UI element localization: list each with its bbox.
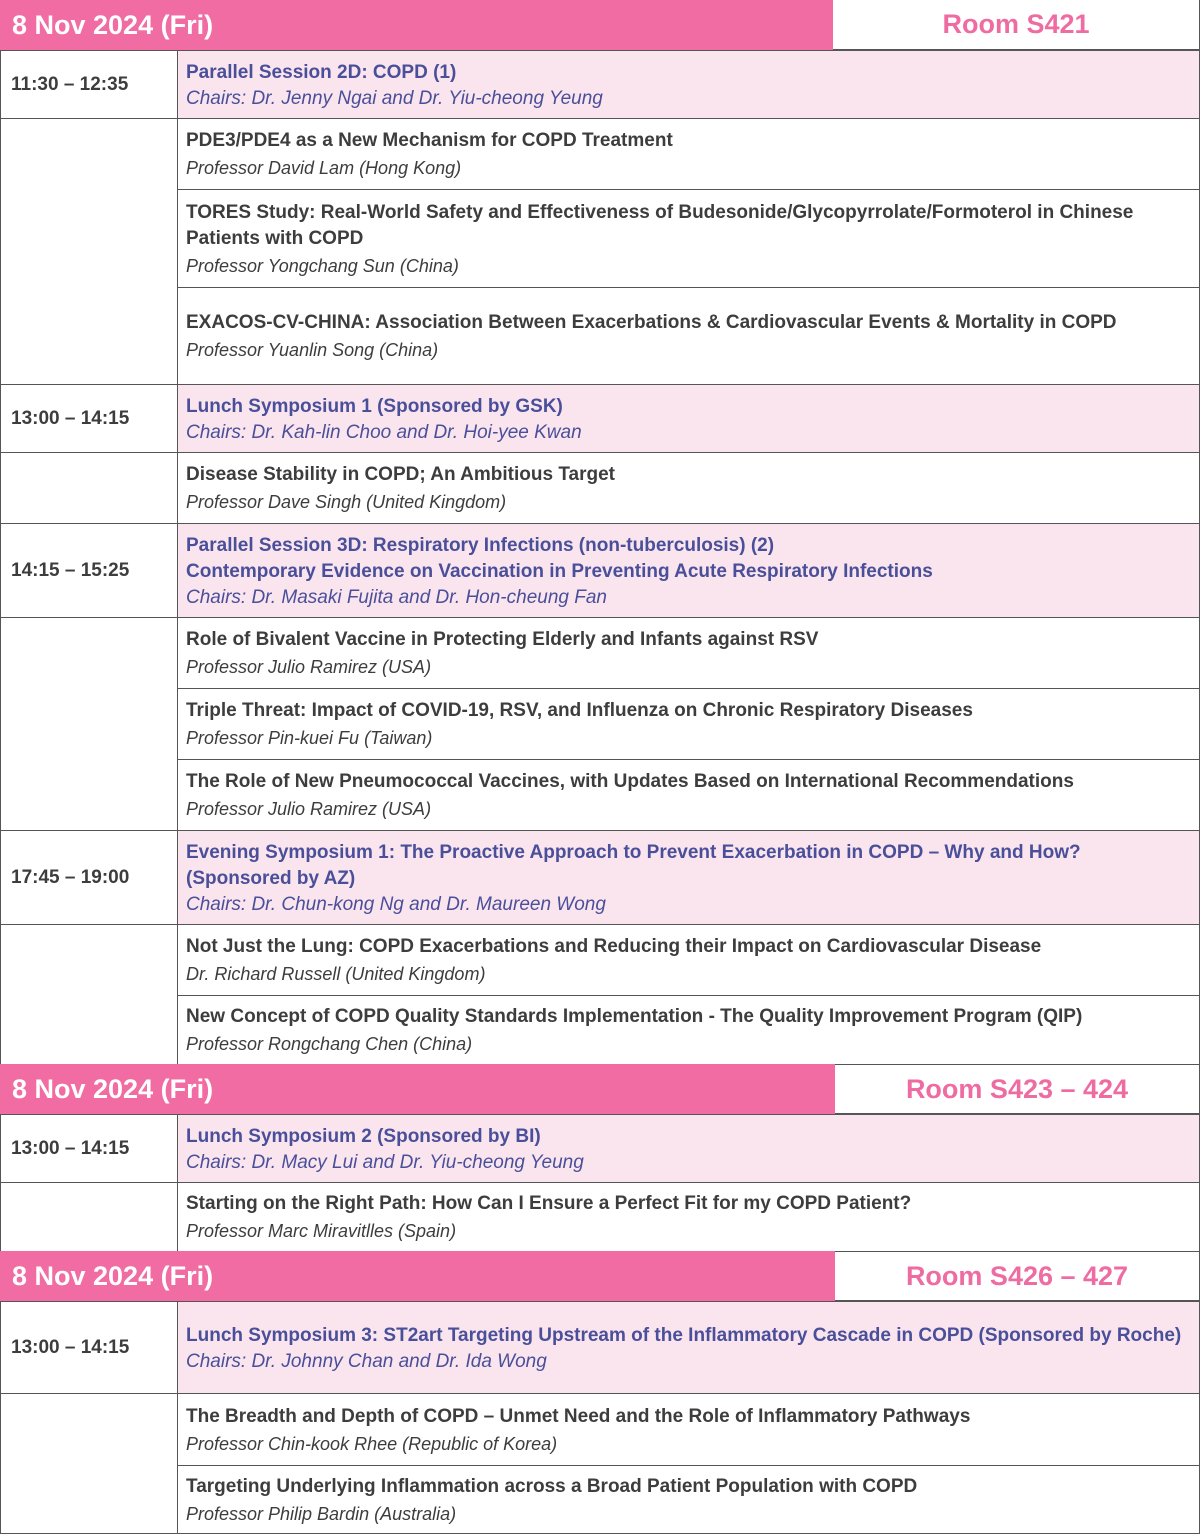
talk-row <box>1 1183 1200 1252</box>
talk-item <box>178 1183 1200 1252</box>
day-header <box>0 1064 1200 1114</box>
time-blank <box>1 1183 178 1252</box>
talk-title: Not Just the Lung: COPD Exacerbations and Reducing their Impact on Cardiovascular Disease <box>186 936 1042 957</box>
session-chairs: Chairs: Dr. Johnny Chan and Dr. Ida Wong <box>186 1350 547 1372</box>
talk-item <box>178 453 1200 524</box>
session-time: 14:15 – 15:25 <box>1 524 178 618</box>
room-label: Room S426 – 427 <box>835 1251 1200 1301</box>
session-row <box>1 51 1200 119</box>
session-title: Lunch Symposium 1 (Sponsored by GSK) <box>186 395 563 417</box>
talk-speaker: Professor Rongchang Chen (China) <box>186 1034 473 1054</box>
session-chairs: Chairs: Dr. Macy Lui and Dr. Yiu-cheong Yeung <box>186 1151 584 1173</box>
talk-item <box>178 618 1200 689</box>
session-title: Parallel Session 2D: COPD (1) <box>186 61 457 83</box>
schedule-table <box>0 50 1200 1065</box>
session-row <box>1 831 1200 925</box>
session-time: 13:00 – 14:15 <box>1 385 178 453</box>
talk-speaker: Professor Dave Singh (United Kingdom) <box>186 492 507 512</box>
talk-row <box>1 1466 1200 1534</box>
session-chairs: Chairs: Dr. Chun-kong Ng and Dr. Maureen Wong <box>186 893 606 915</box>
talk-item <box>178 925 1200 996</box>
day-header <box>0 1251 1200 1301</box>
talk-row <box>1 453 1200 524</box>
talk-speaker: Dr. Richard Russell (United Kingdom) <box>186 964 486 984</box>
talk-item <box>178 288 1200 385</box>
talk-row <box>1 1394 1200 1466</box>
talk-row <box>1 996 1200 1065</box>
session-row <box>1 524 1200 618</box>
talk-title: Disease Stability in COPD; An Ambitious Target <box>186 464 615 485</box>
time-blank <box>1 453 178 524</box>
session-time: 13:00 – 14:15 <box>1 1115 178 1183</box>
talk-row <box>1 119 1200 190</box>
time-blank <box>1 925 178 1065</box>
talk-title: Triple Threat: Impact of COVID-19, RSV, and Influenza on Chronic Respiratory Diseases <box>186 700 973 721</box>
talk-row <box>1 925 1200 996</box>
session-title: Parallel Session 3D: Respiratory Infections (non-tuberculosis) (2) <box>186 534 775 556</box>
talk-title: Targeting Underlying Inflammation across a Broad Patient Population with COPD <box>186 1475 918 1497</box>
talk-row <box>1 689 1200 760</box>
session-chairs: Chairs: Dr. Masaki Fujita and Dr. Hon-cheung Fan <box>186 586 607 608</box>
time-blank <box>1 1394 178 1534</box>
session-header <box>178 1302 1200 1394</box>
session-row <box>1 1115 1200 1183</box>
session-time: 13:00 – 14:15 <box>1 1302 178 1394</box>
day-date: 8 Nov 2024 (Fri) <box>0 0 833 50</box>
talk-item <box>178 760 1200 831</box>
day-date: 8 Nov 2024 (Fri) <box>0 1251 835 1301</box>
day-header <box>0 0 1200 50</box>
session-header <box>178 524 1200 618</box>
talk-item <box>178 689 1200 760</box>
session-chairs: Chairs: Dr. Kah-lin Choo and Dr. Hoi-yee Kwan <box>186 421 582 443</box>
room-label: Room S421 <box>833 0 1200 50</box>
talk-speaker: Professor Chin-kook Rhee (Republic of Korea) <box>186 1433 558 1454</box>
talk-speaker: Professor Marc Miravitlles (Spain) <box>186 1221 457 1241</box>
talk-speaker: Professor Julio Ramirez (USA) <box>186 657 432 677</box>
room-label: Room S423 – 424 <box>835 1064 1200 1114</box>
talk-title: The Role of New Pneumococcal Vaccines, with Updates Based on International Recommendations <box>186 771 1074 792</box>
time-blank <box>1 119 178 385</box>
talk-row <box>1 190 1200 288</box>
session-row <box>1 385 1200 453</box>
talk-title: Starting on the Right Path: How Can I Ensure a Perfect Fit for my COPD Patient? <box>186 1193 912 1214</box>
session-header <box>178 385 1200 453</box>
talk-speaker: Professor Philip Bardin (Australia) <box>186 1503 457 1524</box>
talk-row <box>1 618 1200 689</box>
session-time: 17:45 – 19:00 <box>1 831 178 925</box>
session-title: Lunch Symposium 2 (Sponsored by BI) <box>186 1125 541 1147</box>
talk-item <box>178 119 1200 190</box>
session-title: Lunch Symposium 3: ST2art Targeting Upstream of the Inflammatory Cascade in COPD (Sponsored by Roche) <box>186 1324 1182 1346</box>
session-row <box>1 1302 1200 1394</box>
talk-item <box>178 190 1200 288</box>
talk-item <box>178 996 1200 1065</box>
talk-title: Role of Bivalent Vaccine in Protecting Elderly and Infants against RSV <box>186 629 819 650</box>
talk-speaker: Professor Yuanlin Song (China) <box>186 340 439 360</box>
talk-item <box>178 1394 1200 1466</box>
schedule-table <box>0 1301 1200 1534</box>
session-chairs: Chairs: Dr. Jenny Ngai and Dr. Yiu-cheong Yeung <box>186 87 603 109</box>
time-blank <box>1 618 178 831</box>
schedule-table <box>0 1114 1200 1252</box>
session-header <box>178 831 1200 925</box>
talk-speaker: Professor Pin-kuei Fu (Taiwan) <box>186 728 433 748</box>
session-title: Evening Symposium 1: The Proactive Approach to Prevent Exacerbation in COPD – Why and How? (Sponsored by AZ) <box>186 841 1081 889</box>
talk-title: PDE3/PDE4 as a New Mechanism for COPD Treatment <box>186 130 673 151</box>
session-time: 11:30 – 12:35 <box>1 51 178 119</box>
talk-speaker: Professor David Lam (Hong Kong) <box>186 158 462 178</box>
session-subtitle: Contemporary Evidence on Vaccination in Preventing Acute Respiratory Infections <box>186 560 933 582</box>
talk-row <box>1 288 1200 385</box>
talk-title: New Concept of COPD Quality Standards Implementation - The Quality Improvement Program (QIP) <box>186 1006 1083 1027</box>
talk-title: EXACOS-CV-CHINA: Association Between Exacerbations & Cardiovascular Events & Mortality in COPD <box>186 312 1117 333</box>
talk-item <box>178 1466 1200 1534</box>
talk-speaker: Professor Yongchang Sun (China) <box>186 255 459 276</box>
day-date: 8 Nov 2024 (Fri) <box>0 1064 835 1114</box>
session-header <box>178 1115 1200 1183</box>
talk-title: The Breadth and Depth of COPD – Unmet Need and the Role of Inflammatory Pathways <box>186 1405 971 1427</box>
talk-speaker: Professor Julio Ramirez (USA) <box>186 799 432 819</box>
talk-title: TORES Study: Real-World Safety and Effectiveness of Budesonide/Glycopyrrolate/Formoterol in Chinese Patients with COPD <box>186 201 1134 249</box>
talk-row <box>1 760 1200 831</box>
session-header <box>178 51 1200 119</box>
